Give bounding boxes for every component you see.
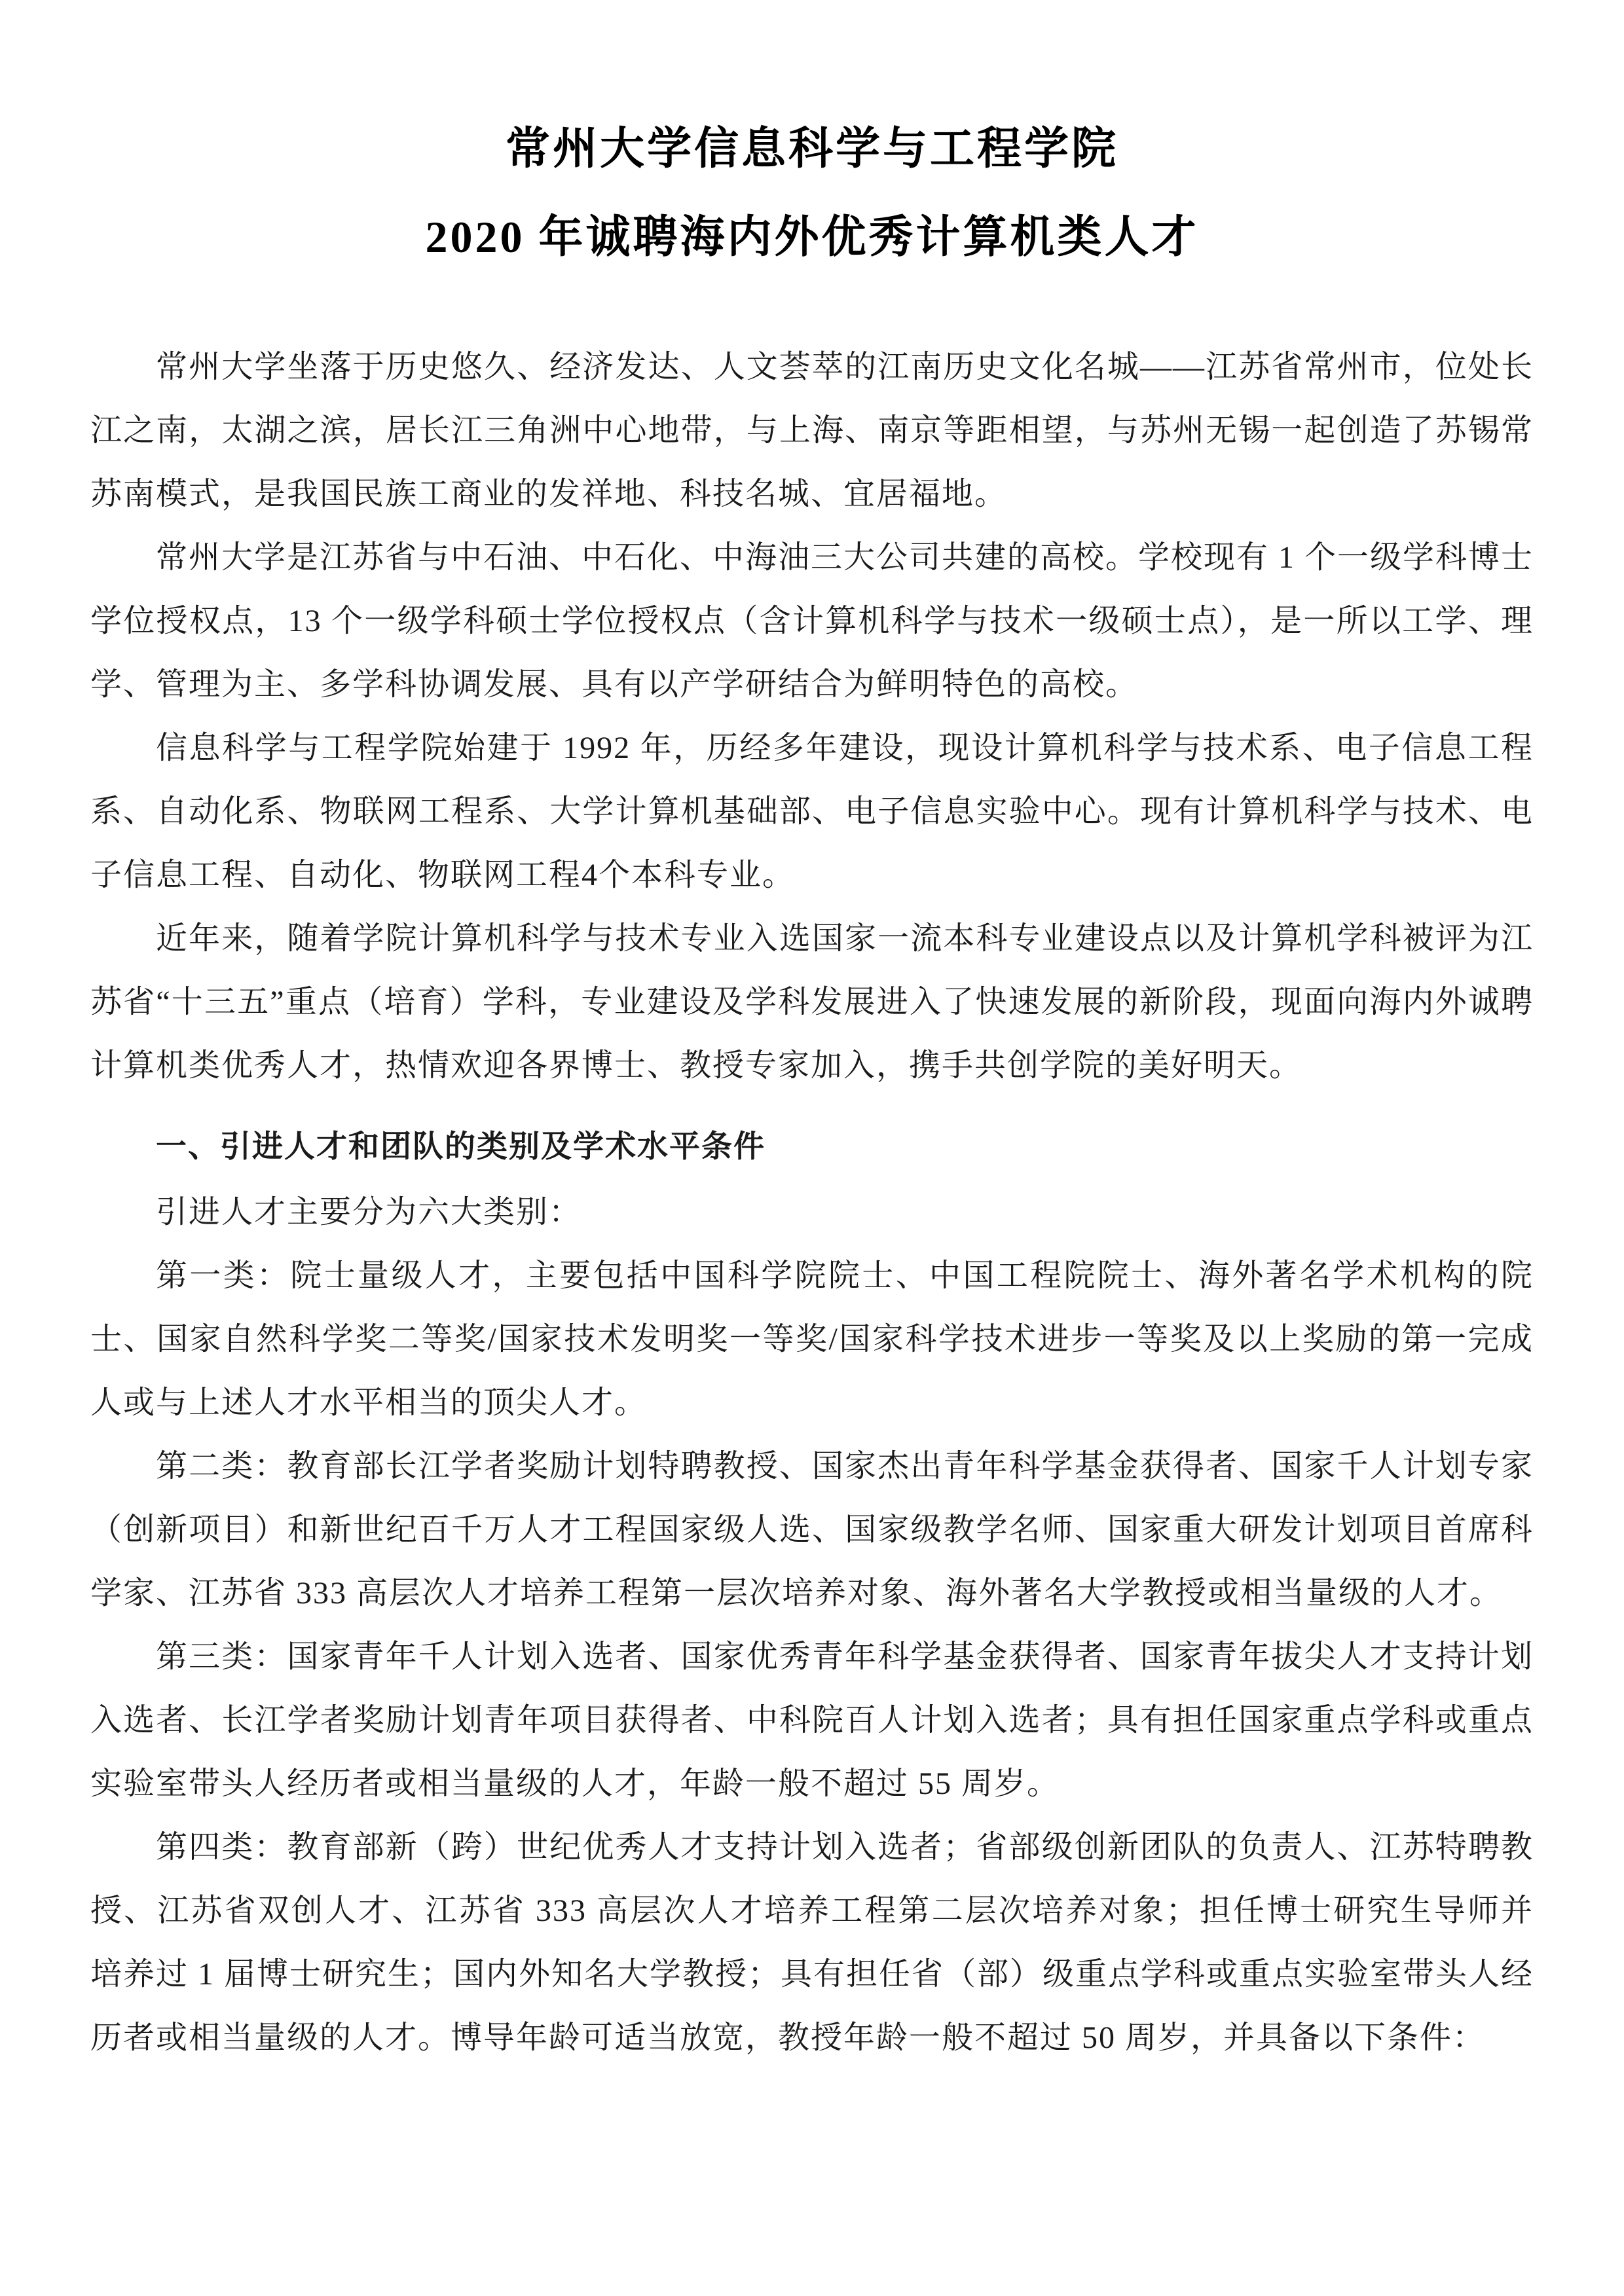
paragraph-university-overview: 常州大学是江苏省与中石油、中石化、中海油三大公司共建的高校。学校现有 1 个一级学科博士学位授权点，13 个一级学科硕士学位授权点（含计算机科学与技术一级硕士点），是一所以工学、理学、管理为主、多学科协调发展、具有以产学研结合为鲜明特色的高校。	[90, 540, 1534, 702]
section-1-heading: 一、引进人才和团队的类别及学术水平条件	[156, 1129, 766, 1163]
document-title-line-1: 常州大学信息科学与工程学院	[505, 124, 1118, 173]
document-content	[0, 105, 1624, 2069]
document-title-line-2: 2020 年诚聘海内外优秀计算机类人才	[425, 212, 1199, 262]
talent-category-2: 第二类：教育部长江学者奖励计划特聘教授、国家杰出青年科学基金获得者、国家千人计划专家（创新项目）和新世纪百千万人才工程国家级人选、国家级教学名师、国家重大研发计划项目首席科学家、江苏省 333 高层次人才培养工程第一层次培养对象、海外著名大学教授或相当量级的人才。	[90, 1449, 1534, 1611]
document-body	[90, 335, 1534, 2069]
paragraph-school-history: 信息科学与工程学院始建于 1992 年，历经多年建设，现设计算机科学与技术系、电子信息工程系、自动化系、物联网工程系、大学计算机基础部、电子信息实验中心。现有计算机科学与技术、电子信息工程、自动化、物联网工程4个本科专业。	[90, 731, 1534, 892]
paragraph-recruitment-context: 近年来，随着学院计算机科学与技术专业入选国家一流本科专业建设点以及计算机学科被评为江苏省“十三五”重点（培育）学科，专业建设及学科发展进入了快速发展的新阶段，现面向海内外诚聘计算机类优秀人才，热情欢迎各界博士、教授专家加入，携手共创学院的美好明天。	[90, 921, 1534, 1083]
talent-category-1: 第一类：院士量级人才，主要包括中国科学院院士、中国工程院院士、海外著名学术机构的院士、国家自然科学奖二等奖/国家技术发明奖一等奖/国家科学技术进步一等奖及以上奖励的第一完成人或与上述人才水平相当的顶尖人才。	[90, 1258, 1534, 1420]
document-title-block	[90, 105, 1534, 282]
section-1-lead: 引进人才主要分为六大类别：	[156, 1195, 582, 1230]
paragraph-city-intro: 常州大学坐落于历史悠久、经济发达、人文荟萃的江南历史文化名城——江苏省常州市，位处长江之南，太湖之滨，居长江三角洲中心地带，与上海、南京等距相望，与苏州无锡一起创造了苏锡常苏南模式，是我国民族工商业的发祥地、科技名城、宜居福地。	[90, 350, 1534, 511]
talent-category-4: 第四类：教育部新（跨）世纪优秀人才支持计划入选者；省部级创新团队的负责人、江苏特聘教授、江苏省双创人才、江苏省 333 高层次人才培养工程第二层次培养对象；担任博士研究生导师并培养过 1 届博士研究生；国内外知名大学教授；具有担任省（部）级重点学科或重点实验室带头人经历者或相当量级的人才。博导年龄可适当放宽，教授年龄一般不超过 50 周岁，并具备以下条件：	[90, 1830, 1534, 2055]
talent-category-3: 第三类：国家青年千人计划入选者、国家优秀青年科学基金获得者、国家青年拔尖人才支持计划入选者、长江学者奖励计划青年项目获得者、中科院百人计划入选者；具有担任国家重点学科或重点实验室带头人经历者或相当量级的人才，年龄一般不超过 55 周岁。	[90, 1639, 1534, 1801]
